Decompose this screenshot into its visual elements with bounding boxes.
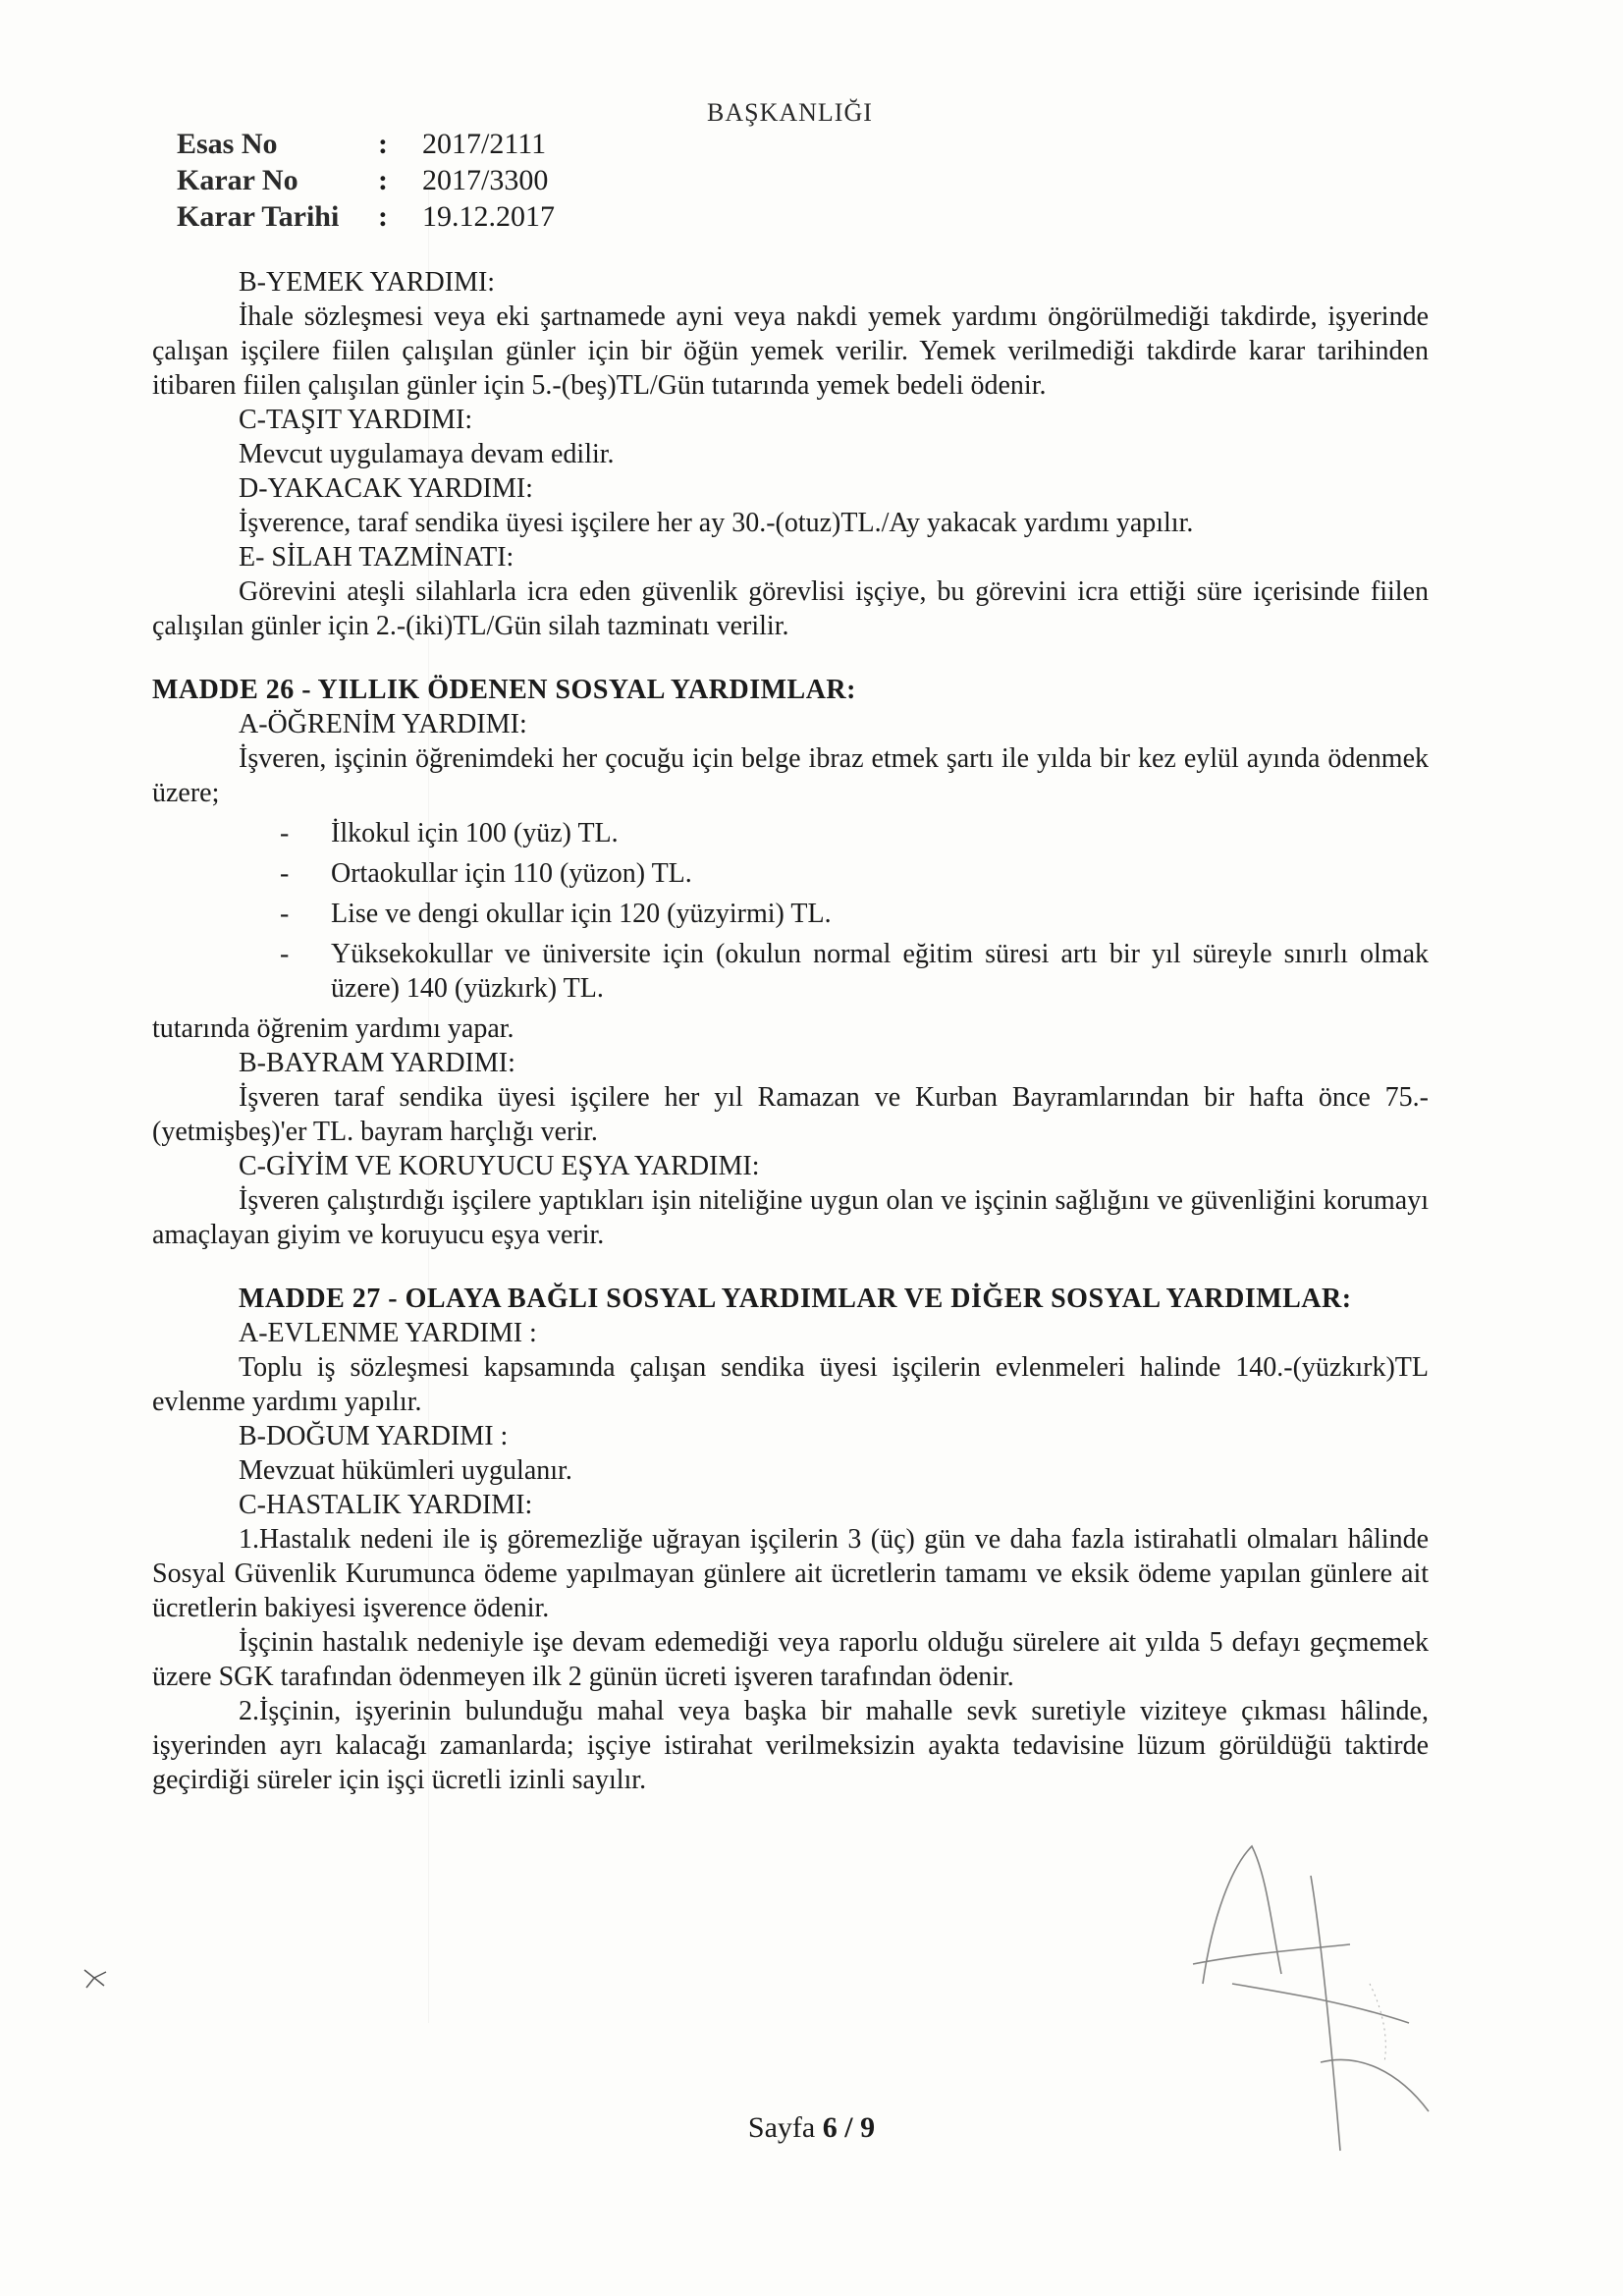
paragraph: İşveren, işçinin öğrenimdeki her çocuğu için belge ibraz etmek şartı ile yılda bir kez eylül ayında ödenmek üzere; (152, 743, 1429, 808)
paragraph: 2.İşçinin, işyerinin bulunduğu mahal veya başka bir mahalle sevk suretiyle viziteye çıkması hâlinde, işyerinden ayrı kalacağı zamanlarda; işçiye istirahat verilmeksizin ayakta tedavisine lüzum görüldüğü taktirde geçirdiği süreler için işçi ücretli izinli sayılır. (152, 1696, 1429, 1795)
education-aid-list (280, 816, 1429, 1006)
meta-colon: : (378, 164, 388, 196)
section-heading: D-YAKACAK YARDIMI: (239, 473, 533, 504)
list-item-text: Yüksekokullar ve üniversite için (okulun normal eğitim süresi artı bir yıl süreyle sınırlı olmak üzere) 140 (yüzkırk) TL. (331, 939, 1429, 1004)
section-heading: C-TAŞIT YARDIMI: (239, 405, 473, 435)
meta-colon: : (378, 128, 388, 160)
list-dash: - (280, 899, 290, 929)
case-meta (177, 126, 555, 235)
list-dash: - (280, 939, 290, 969)
meta-row-esas (177, 126, 555, 162)
section-heading: A-EVLENME YARDIMI : (239, 1318, 537, 1348)
article-heading: MADDE 26 - YILLIK ÖDENEN SOSYAL YARDIMLAR: (152, 675, 856, 705)
paragraph: Mevzuat hükümleri uygulanır. (239, 1455, 572, 1486)
meta-value: 2017/2111 (422, 128, 547, 160)
section-heading: E- SİLAH TAZMİNATI: (239, 542, 514, 573)
paragraph: İşveren taraf sendika üyesi işçilere her yıl Ramazan ve Kurban Bayramlarından bir hafta önce 75.-(yetmişbeş)'er TL. bayram harçlığı verir. (152, 1082, 1429, 1147)
meta-colon: : (378, 200, 388, 233)
meta-value: 2017/3300 (422, 164, 549, 196)
paragraph: Mevcut uygulamaya devam edilir. (239, 439, 615, 469)
paragraph: İşçinin hastalık nedeniyle işe devam edemediği veya raporlu olduğu sürelere ait yılda 5 defayı geçmemek üzere SGK tarafından ödenmeyen ilk 2 günün ücreti işveren tarafından ödenir. (152, 1627, 1429, 1692)
handwritten-mark (81, 1964, 110, 1994)
list-item-text: Ortaokullar için 110 (yüzon) TL. (331, 858, 692, 889)
section-heading: B-YEMEK YARDIMI: (239, 267, 496, 298)
paragraph: Görevini ateşli silahlarla icra eden güvenlik görevlisi işçiye, bu görevini icra ettiği süre içerisinde fiilen çalışılan günler için 2.-(iki)TL/Gün silah tazminatı verilir. (152, 576, 1429, 641)
section-heading: C-GİYİM VE KORUYUCU EŞYA YARDIMI: (239, 1151, 760, 1181)
meta-label: Esas No (177, 128, 278, 160)
paragraph: 1.Hastalık nedeni ile iş göremezliğe uğrayan işçilerin 3 (üç) gün ve daha fazla istirahatli olmaları hâlinde Sosyal Güvenlik Kurumunca ödeme yapılmayan günlere ait ücretlerin tamamı ve eksik ödeme yapılan günlere ait ücretlerin bakiyesi işverence ödenir. (152, 1524, 1429, 1623)
meta-label: Karar No (177, 164, 298, 196)
list-item (280, 897, 1429, 931)
page-number: 6 / 9 (822, 2111, 876, 2144)
list-item-text: İlkokul için 100 (yüz) TL. (331, 818, 619, 848)
paragraph: İhale sözleşmesi veya eki şartnamede ayni veya nakdi yemek yardımı öngörülmediği takdirde, işyerinde çalışan işçilere fiilen çalışılan günler için bir öğün yemek verilir. Yemek verilmediği takdirde karar tarihinden itibaren fiilen çalışılan günler için 5.-(beş)TL/Gün tutarında yemek bedeli ödenir. (152, 301, 1429, 401)
section-heading: B-BAYRAM YARDIMI: (239, 1048, 515, 1078)
list-dash: - (280, 858, 290, 889)
document-body (152, 265, 1429, 1797)
paragraph: tutarında öğrenim yardımı yapar. (152, 1013, 514, 1044)
office-title: BAŞKANLIĞI (707, 98, 873, 127)
list-item-text: Lise ve dengi okullar için 120 (yüzyirmi) TL. (331, 899, 832, 929)
section-heading: C-HASTALIK YARDIMI: (239, 1490, 533, 1520)
list-dash: - (280, 818, 290, 848)
list-item (280, 937, 1429, 1006)
page-label: Sayfa (747, 2111, 816, 2144)
meta-row-karar (177, 162, 555, 198)
list-item (280, 856, 1429, 891)
meta-label: Karar Tarihi (177, 200, 340, 233)
spacer (152, 1252, 1429, 1282)
paragraph: İşverence, taraf sendika üyesi işçilere her ay 30.-(otuz)TL./Ay yakacak yardımı yapılır. (239, 508, 1194, 538)
meta-value: 19.12.2017 (422, 200, 555, 233)
article-heading: MADDE 27 - OLAYA BAĞLI SOSYAL YARDIMLAR VE DİĞER SOSYAL YARDIMLAR: (239, 1284, 1352, 1314)
spacer (152, 643, 1429, 673)
paragraph: Toplu iş sözleşmesi kapsamında çalışan sendika üyesi işçilerin evlenmeleri halinde 140.-(yüzkırk)TL evlenme yardımı yapılır. (152, 1352, 1429, 1417)
paragraph: İşveren çalıştırdığı işçilere yaptıkları işin niteliğine uygun olan ve işçinin sağlığını ve güvenliğini korumayı amaçlayan giyim ve koruyucu eşya verir. (152, 1185, 1429, 1250)
section-heading: B-DOĞUM YARDIMI : (239, 1421, 509, 1451)
list-item (280, 816, 1429, 850)
page-footer (0, 2111, 1623, 2145)
section-heading: A-ÖĞRENİM YARDIMI: (239, 709, 527, 739)
meta-row-tarih (177, 198, 555, 235)
